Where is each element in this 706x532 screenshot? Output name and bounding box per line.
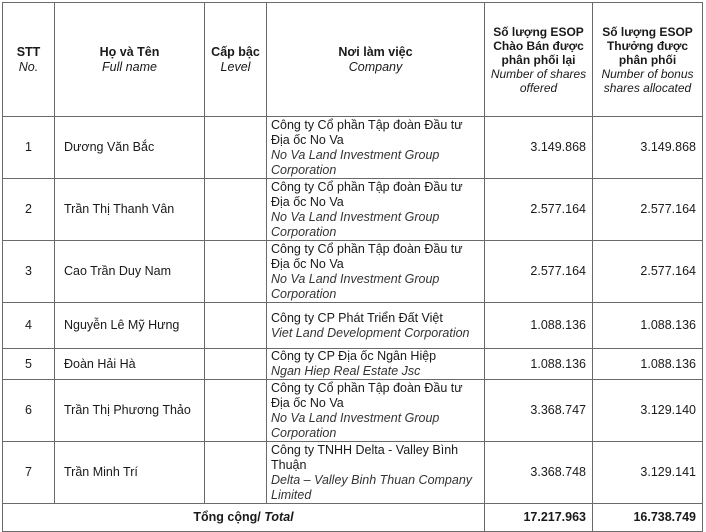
- row-full-name: Nguyễn Lê Mỹ Hưng: [55, 303, 205, 349]
- table-row: [3, 117, 703, 179]
- row-stt: 5: [3, 349, 55, 380]
- table-row: [3, 349, 703, 380]
- row-company: Công ty TNHH Delta - Valley Bình Thuận Delta – Valley Binh Thuan Company Limited: [267, 442, 485, 504]
- table-row: [3, 442, 703, 504]
- row-company: Công ty Cổ phần Tập đoàn Đầu tư Địa ốc No Va No Va Land Investment Group Corporation: [267, 380, 485, 442]
- total-shares-offered: 17.217.963: [485, 504, 593, 532]
- row-full-name: Trần Minh Trí: [55, 442, 205, 504]
- row-bonus-shares: 3.129.140: [593, 380, 703, 442]
- row-bonus-shares: 1.088.136: [593, 303, 703, 349]
- row-company: Công ty Cổ phần Tập đoàn Đầu tư Địa ốc No Va No Va Land Investment Group Corporation: [267, 241, 485, 303]
- row-shares-offered: 3.368.747: [485, 380, 593, 442]
- header-company: Nơi làm việc Company: [267, 3, 485, 117]
- row-level: [205, 442, 267, 504]
- row-company: Công ty Cổ phần Tập đoàn Đầu tư Địa ốc No Va No Va Land Investment Group Corporation: [267, 117, 485, 179]
- total-row: [3, 504, 703, 532]
- table-row: [3, 303, 703, 349]
- row-shares-offered: 2.577.164: [485, 241, 593, 303]
- table-row: [3, 380, 703, 442]
- row-level: [205, 241, 267, 303]
- row-level: [205, 349, 267, 380]
- row-full-name: Cao Trần Duy Nam: [55, 241, 205, 303]
- row-shares-offered: 1.088.136: [485, 303, 593, 349]
- row-level: [205, 380, 267, 442]
- row-bonus-shares: 1.088.136: [593, 349, 703, 380]
- header-name: Họ và Tên Full name: [55, 3, 205, 117]
- table-row: [3, 179, 703, 241]
- row-company: Công ty CP Địa ốc Ngân Hiệp Ngan Hiep Real Estate Jsc: [267, 349, 485, 380]
- row-stt: 6: [3, 380, 55, 442]
- row-bonus-shares: 2.577.164: [593, 241, 703, 303]
- row-shares-offered: 3.368.748: [485, 442, 593, 504]
- row-stt: 4: [3, 303, 55, 349]
- row-shares-offered: 2.577.164: [485, 179, 593, 241]
- row-shares-offered: 1.088.136: [485, 349, 593, 380]
- table-row: [3, 241, 703, 303]
- row-full-name: Đoàn Hải Hà: [55, 349, 205, 380]
- total-bonus-shares: 16.738.749: [593, 504, 703, 532]
- row-full-name: Trần Thị Phương Thảo: [55, 380, 205, 442]
- total-label: Tổng cộng/ Total: [3, 504, 485, 532]
- row-stt: 1: [3, 117, 55, 179]
- esop-allocation-table: [2, 2, 703, 532]
- row-level: [205, 303, 267, 349]
- row-company: Công ty CP Phát Triển Đất Việt Viet Land Development Corporation: [267, 303, 485, 349]
- row-full-name: Dương Văn Bắc: [55, 117, 205, 179]
- header-bonus-shares: Số lượng ESOP Thưởng được phân phối Number of bonus shares allocated: [593, 3, 703, 117]
- row-stt: 2: [3, 179, 55, 241]
- row-shares-offered: 3.149.868: [485, 117, 593, 179]
- header-stt: STT No.: [3, 3, 55, 117]
- row-bonus-shares: 3.149.868: [593, 117, 703, 179]
- row-bonus-shares: 3.129.141: [593, 442, 703, 504]
- row-full-name: Trần Thị Thanh Vân: [55, 179, 205, 241]
- header-row: [3, 3, 703, 117]
- row-stt: 7: [3, 442, 55, 504]
- row-stt: 3: [3, 241, 55, 303]
- row-level: [205, 179, 267, 241]
- row-level: [205, 117, 267, 179]
- row-bonus-shares: 2.577.164: [593, 179, 703, 241]
- header-shares-offered: Số lượng ESOP Chào Bán được phân phối lại Number of shares offered: [485, 3, 593, 117]
- header-level: Cấp bậc Level: [205, 3, 267, 117]
- row-company: Công ty Cổ phần Tập đoàn Đầu tư Địa ốc No Va No Va Land Investment Group Corporation: [267, 179, 485, 241]
